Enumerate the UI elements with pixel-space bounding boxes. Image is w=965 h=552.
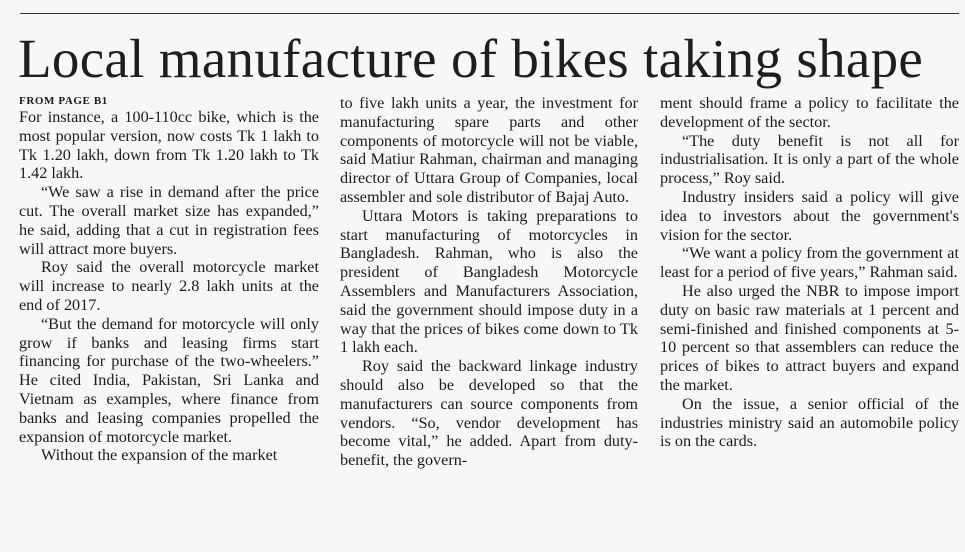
article-column-2	[340, 94, 638, 470]
article-column-1	[19, 94, 319, 465]
paragraph: Industry insiders said a policy will give idea to investors about the government's vision for the sector.	[660, 187, 959, 244]
paragraph: “We want a policy from the government at least for a period of five years,” Rahman said.	[660, 244, 959, 282]
paragraph: Without the expansion of the market	[41, 446, 278, 465]
paragraph: Uttara Motors is taking preparations to start manufacturing of motorcycles in Bangladesh. Rahman, who is also the president of Bangladesh Motorcycle Assemblers and Manufacturers Association, said the government should impose duty in a way that the prices of bikes come down to Tk 1 lakh each.	[340, 206, 638, 357]
paragraph: Roy said the backward linkage industry should also be developed so that the manufacturers can source components from vendors. “So, vendor development has become vital,” he added. Apart from duty-benefit, the govern-	[340, 357, 638, 470]
paragraph: ment should frame a policy to facilitate the development of the sector.	[660, 94, 959, 131]
paragraph: On the issue, a senior official of the industries ministry said an automobile policy is on the cards.	[660, 394, 959, 451]
article-column-3	[660, 94, 959, 451]
top-rule	[20, 13, 959, 14]
paragraph: For instance, a 100-110cc bike, which is the most popular version, now costs Tk 1 lakh to Tk 1.20 lakh, down from Tk 1.20 lakh to Tk 1.42 lakh.	[19, 108, 319, 183]
paragraph: “We saw a rise in demand after the price cut. The overall market size has expanded,” he said, adding that a cut in registration fees will attract more buyers.	[19, 183, 319, 258]
paragraph: He also urged the NBR to impose import duty on basic raw materials at 1 percent and semi-finished and finished components at 5-10 percent so that assemblers can reduce the prices of bikes to attract buyers and expand the market.	[660, 281, 959, 394]
paragraph: “But the demand for motorcycle will only grow if banks and leasing firms start financing for purchase of the two-wheelers.” He cited India, Pakistan, Sri Lanka and Vietnam as examples, where finance from banks and leasing companies propelled the expansion of motorcycle market.	[19, 314, 319, 446]
dateline: FROM PAGE B1	[19, 95, 108, 107]
headline: Local manufacture of bikes taking shape	[18, 28, 924, 89]
paragraph: “The duty benefit is not all for industrialisation. It is only a part of the whole process,” Roy said.	[660, 131, 959, 188]
paragraph: Roy said the overall motorcycle market will increase to nearly 2.8 lakh units at the end of 2017.	[19, 258, 319, 314]
paragraph: to five lakh units a year, the investment for manufacturing spare parts and other components of motorcycle will not be viable, said Matiur Rahman, chairman and managing director of Uttara Group of Companies, local assembler and sole distributor of Bajaj Auto.	[340, 94, 638, 206]
